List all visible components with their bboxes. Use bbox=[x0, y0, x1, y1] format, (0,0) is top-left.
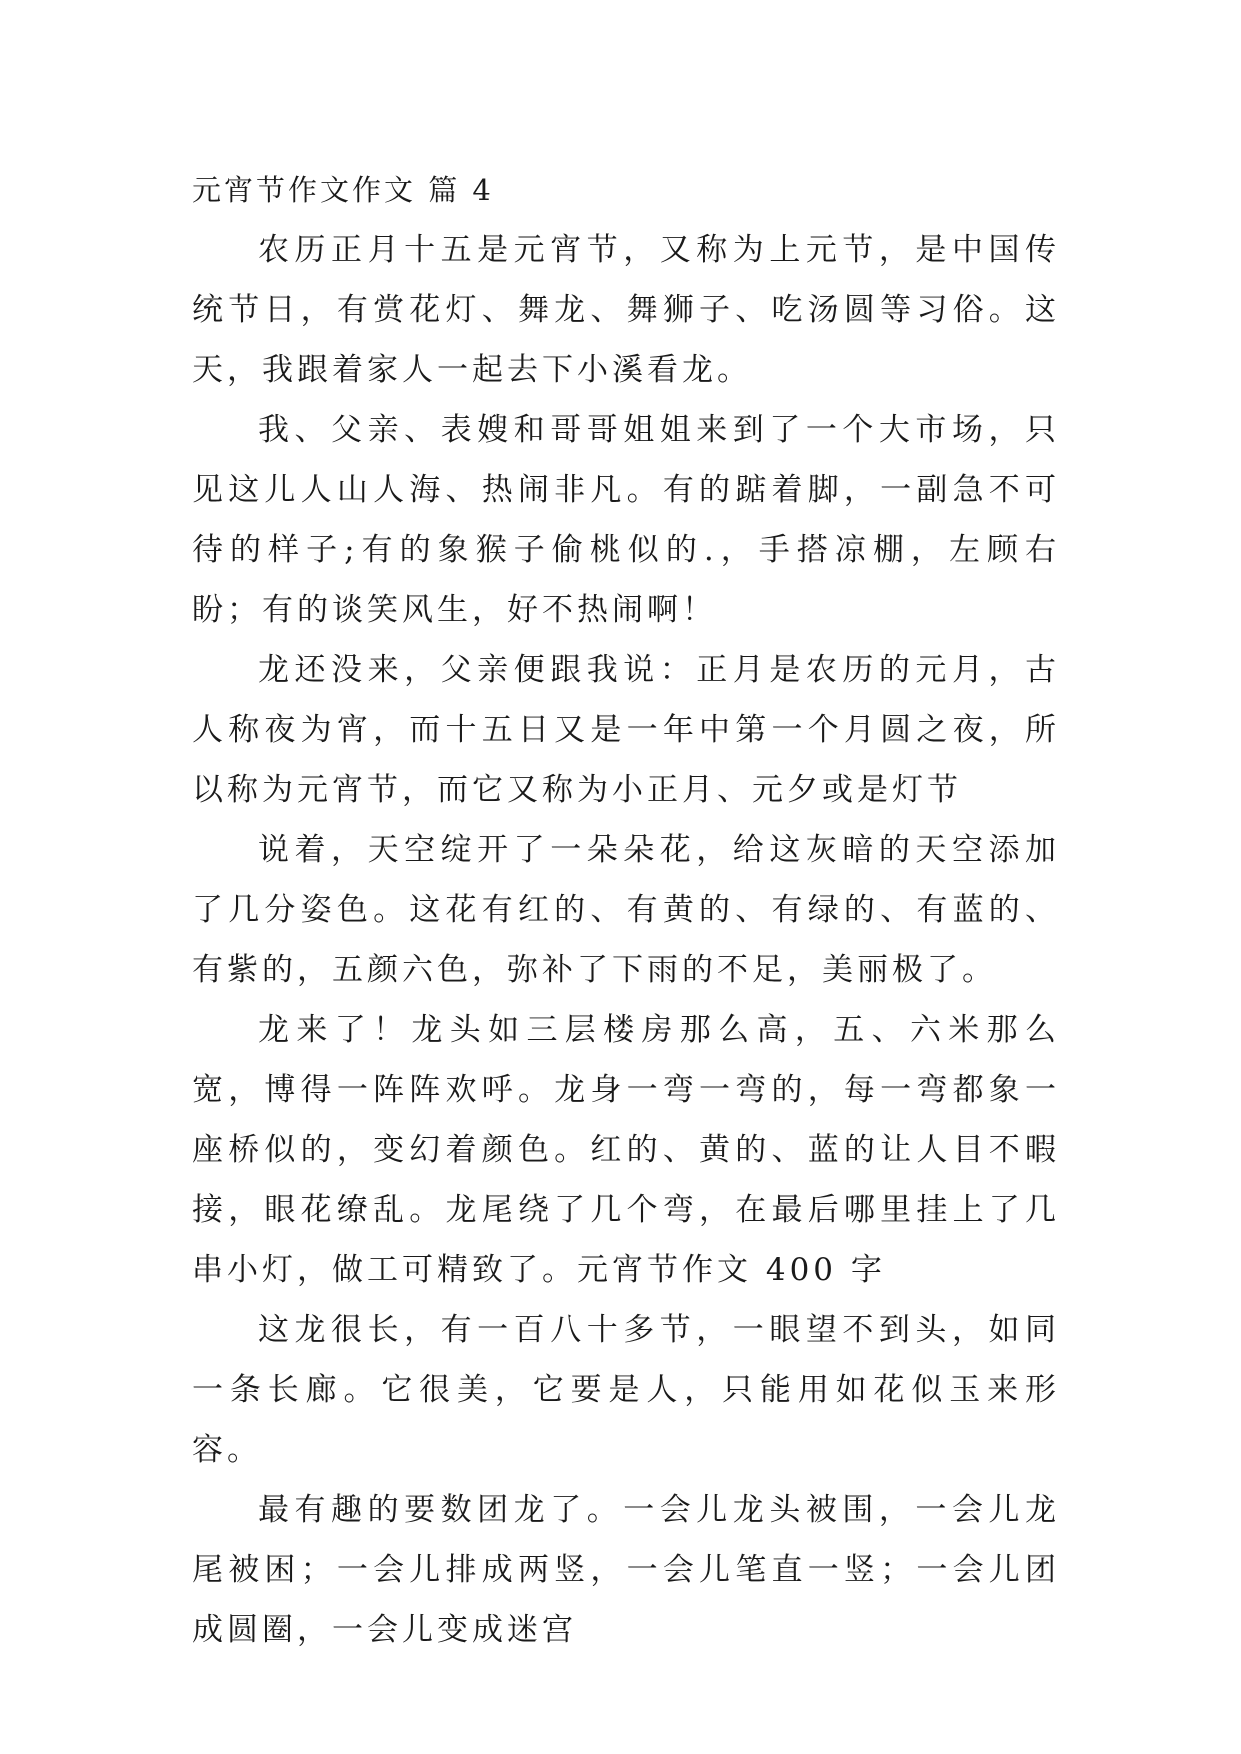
paragraph: 农历正月十五是元宵节，又称为上元节，是中国传统节日，有赏花灯、舞龙、舞狮子、吃汤圆等习俗。这天，我跟着家人一起去下小溪看龙。 bbox=[192, 232, 1060, 388]
paragraph: 说着，天空绽开了一朵朵花，给这灰暗的天空添加了几分姿色。这花有红的、有黄的、有绿的、有蓝的、有紫的，五颜六色，弥补了下雨的不足，美丽极了。 bbox=[192, 832, 1060, 988]
document-title: 元宵节作文作文 篇 4 bbox=[192, 173, 494, 207]
paragraph: 最有趣的要数团龙了。一会儿龙头被围，一会儿龙尾被困；一会儿排成两竖，一会儿笔直一竖；一会儿团成圆圈，一会儿变成迷宫 bbox=[192, 1492, 1060, 1648]
paragraph: 龙来了！龙头如三层楼房那么高，五、六米那么宽，博得一阵阵欢呼。龙身一弯一弯的，每一弯都象一座桥似的，变幻着颜色。红的、黄的、蓝的让人目不暇接，眼花缭乱。龙尾绕了几个弯，在最后哪里挂上了几串小灯，做工可精致了。元宵节作文 400 字 bbox=[192, 1012, 1060, 1288]
paragraph: 这龙很长，有一百八十多节，一眼望不到头，如同一条长廊。它很美，它要是人，只能用如花似玉来形容。 bbox=[192, 1312, 1060, 1468]
paragraph: 我、父亲、表嫂和哥哥姐姐来到了一个大市场，只见这儿人山人海、热闹非凡。有的踮着脚，一副急不可待的样子;有的象猴子偷桃似的.，手搭凉棚，左顾右盼；有的谈笑风生，好不热闹啊！ bbox=[192, 412, 1060, 628]
paragraph: 龙还没来，父亲便跟我说：正月是农历的元月，古人称夜为宵，而十五日又是一年中第一个月圆之夜，所以称为元宵节，而它又称为小正月、元夕或是灯节 bbox=[192, 652, 1060, 808]
document-page bbox=[192, 160, 1060, 1660]
